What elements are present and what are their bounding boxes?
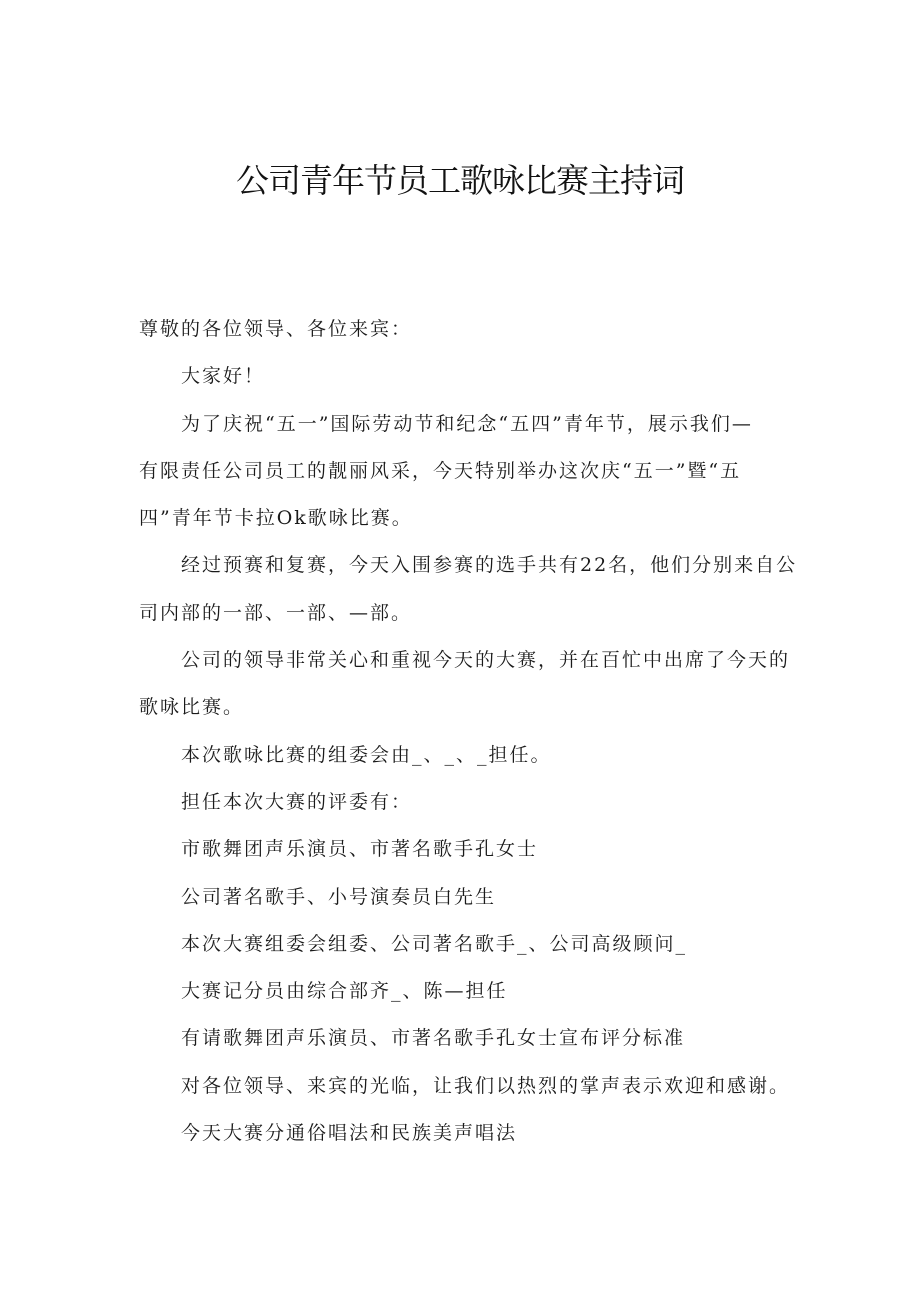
- paragraph-line-10: 担任本次大赛的评委有：: [181, 790, 413, 813]
- paragraph-line-16: 对各位领导、来宾的光临，让我们以热烈的掌声表示欢迎和感谢。: [181, 1074, 791, 1097]
- paragraph-line-5: 经过预赛和复赛，今天入围参赛的选手共有22名，他们分别来自公: [181, 554, 798, 577]
- paragraph-line-17: 今天大赛分通俗唱法和民族美声唱法: [181, 1122, 518, 1145]
- paragraph-line-13: 本次大赛组委会组委、公司著名歌手_、公司高级顾问_: [181, 932, 688, 955]
- paragraph-line-11: 市歌舞团声乐演员、市著名歌手孔女士: [181, 838, 539, 861]
- paragraph-line-1: 大家好！: [181, 365, 266, 388]
- paragraph-line-12: 公司著名歌手、小号演奏员白先生: [181, 885, 497, 908]
- paragraph-line-0: 尊敬的各位领导、各位来宾：: [139, 318, 413, 340]
- paragraph-line-6: 司内部的一部、一部、—部。: [139, 601, 413, 624]
- document-body: [139, 306, 798, 1157]
- paragraph-line-7: 公司的领导非常关心和重视今天的大赛，并在百忙中出席了今天的: [181, 649, 791, 672]
- paragraph-line-2: 为了庆祝“五一”国际劳动节和纪念“五四”青年节，展示我们—: [181, 412, 753, 435]
- paragraph-line-9: 本次歌咏比赛的组委会由_、_、_担任。: [181, 743, 552, 766]
- paragraph-line-4: 四”青年节卡拉Ok歌咏比赛。: [139, 507, 413, 530]
- paragraph-line-8: 歌咏比赛。: [139, 696, 245, 719]
- paragraph-line-14: 大赛记分员由综合部齐_、陈—担任: [181, 980, 508, 1003]
- paragraph-line-3: 有限责任公司员工的靓丽风采，今天特别举办这次庆“五一”暨“五: [139, 459, 742, 482]
- document-title: 公司青年节员工歌咏比赛主持词: [236, 161, 684, 200]
- paragraph-line-15: 有请歌舞团声乐演员、市著名歌手孔女士宣布评分标准: [181, 1027, 686, 1050]
